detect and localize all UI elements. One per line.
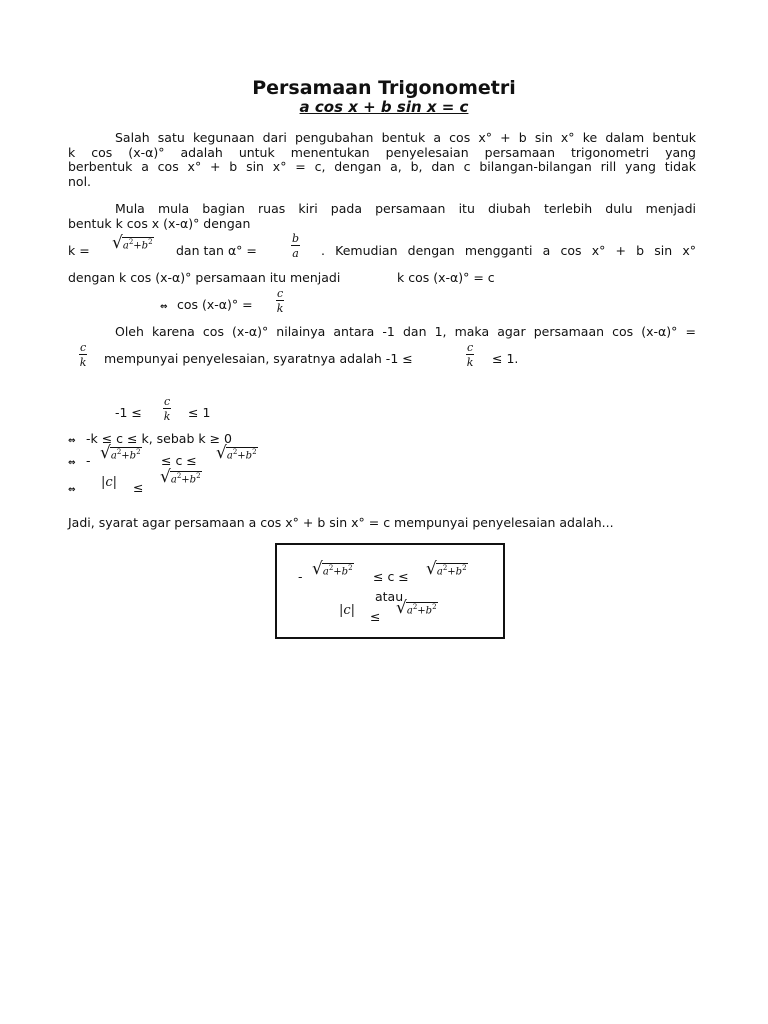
paragraph-line: nol. <box>68 173 92 189</box>
paragraph-condition-end: ≤ 1. <box>492 351 519 366</box>
implies-icon: ⇔ <box>68 436 75 446</box>
radical-sign-icon: √ <box>426 559 437 579</box>
implies-icon: ⇔ <box>68 485 75 495</box>
box-le: ≤ <box>370 609 381 624</box>
box-mid: ≤ c ≤ <box>373 569 409 584</box>
radical-sign-icon: √ <box>112 233 123 253</box>
ineq1-right: ≤ 1 <box>188 405 211 420</box>
paragraph-line: bentuk k cos x (x-α)° dengan <box>68 215 251 231</box>
conclusion-text: Jadi, syarat agar persamaan a cos x° + b sin x° = c mempunyai penyelesaian adalah... <box>68 515 614 530</box>
tan-alpha-label: dan tan α° = <box>176 243 257 258</box>
radical-sign-icon: √ <box>216 443 227 463</box>
fraction-c-over-k: $\frac{c}{k}$ <box>276 287 284 315</box>
page-subtitle: a cos x + b sin x = c <box>299 98 469 116</box>
paragraph-line: k cos (x-α)° adalah untuk menentukan penyelesaian persamaan trigonometri yang <box>68 144 696 160</box>
k-equals-label: k = <box>68 243 90 258</box>
replace-line-left: dengan k cos (x-α)° persamaan itu menjadi <box>68 270 341 285</box>
fraction-b-over-a: $\frac{b}{a}$ <box>292 232 300 260</box>
radical-sign-icon: √ <box>396 598 407 618</box>
sqrt-a2-b2: √ $a^2+b^2$ <box>426 559 467 579</box>
ineq3-mid: ≤ c ≤ <box>161 453 197 468</box>
sqrt-a2-b2: √ $a^2+b^2$ <box>100 443 141 463</box>
paragraph-condition-line: Oleh karena cos (x-α)° nilainya antara -1 dan 1, maka agar persamaan cos (x-α)° = <box>115 324 696 339</box>
abs-c: |c| <box>101 475 118 490</box>
radical-sign-icon: √ <box>312 559 323 579</box>
ineq1-left: -1 ≤ <box>115 405 142 420</box>
radical-sign-icon: √ <box>100 443 111 463</box>
sqrt-a2-b2: √ $a^2+b^2$ <box>160 467 201 487</box>
sqrt-a2-b2: √ $a^2+b^2$ <box>112 233 153 253</box>
paragraph-line: Mula mula bagian ruas kiri pada persamaan itu diubah terlebih dulu menjadi <box>115 201 696 216</box>
implies-icon: ⇔ <box>160 302 167 312</box>
fraction-c-over-k: $\frac{c}{k}$ <box>79 341 87 369</box>
fraction-c-over-k: $\frac{c}{k}$ <box>163 395 171 423</box>
sqrt-a2-b2: √ $a^2+b^2$ <box>216 443 257 463</box>
sqrt-a2-b2: √ $a^2+b^2$ <box>396 598 437 618</box>
paragraph-step <box>68 202 696 231</box>
implies-icon: ⇔ <box>68 458 75 468</box>
paragraph-condition-mid: mempunyai penyelesaian, syaratnya adalah -1 ≤ <box>104 351 413 366</box>
ineq2-text: -k ≤ c ≤ k, sebab k ≥ 0 <box>86 431 232 446</box>
fraction-c-over-k: $\frac{c}{k}$ <box>466 341 474 369</box>
cos-equation-text: cos (x-α)° = <box>177 297 253 312</box>
box-atau: atau <box>375 589 404 604</box>
replace-text: . Kemudian dengan mengganti a cos x° + b sin x° <box>321 243 696 258</box>
box-abs-c: |c| <box>339 603 356 618</box>
box-minus: - <box>298 569 303 584</box>
page-title: Persamaan Trigonometri <box>252 77 516 99</box>
radical-sign-icon: √ <box>160 467 171 487</box>
paragraph-line: Salah satu kegunaan dari pengubahan bentuk a cos x° + b sin x° ke dalam bentuk <box>115 130 696 145</box>
paragraph-line: berbentuk a cos x° + b sin x° = c, dengan a, b, dan c bilangan-bilangan rill yang tidak <box>68 159 696 174</box>
ineq3-minus: - <box>86 453 91 468</box>
sqrt-a2-b2: √ $a^2+b^2$ <box>312 559 353 579</box>
ineq4-le: ≤ <box>133 480 144 495</box>
paragraph-intro <box>68 131 696 189</box>
replace-line-right: k cos (x-α)° = c <box>397 270 495 285</box>
